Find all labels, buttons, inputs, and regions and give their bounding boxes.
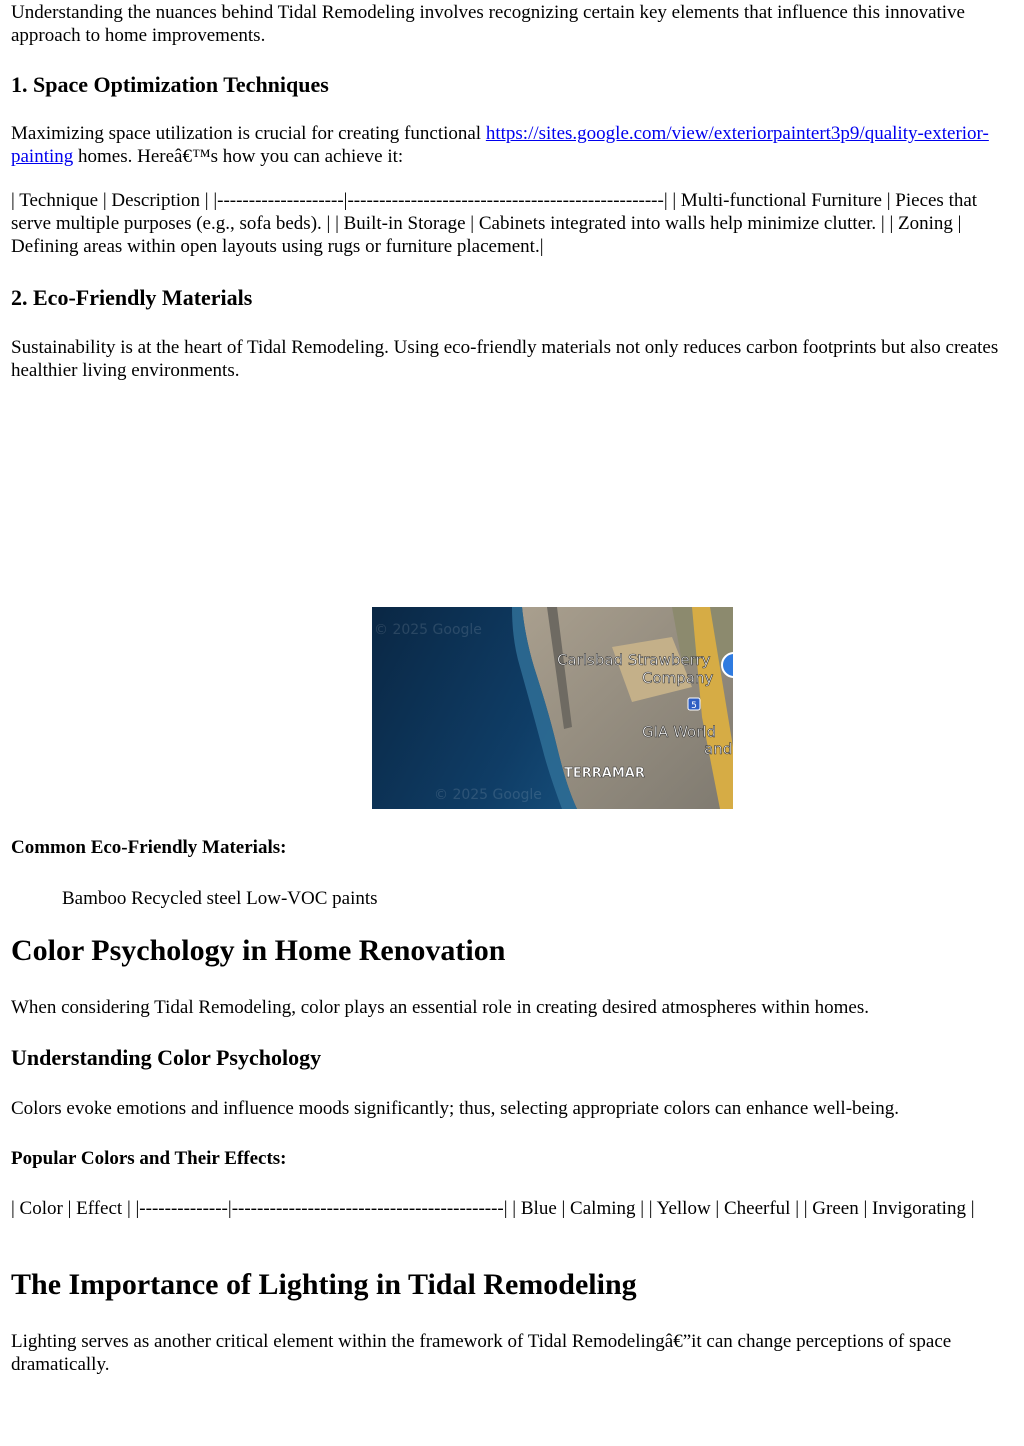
space-optimization-heading: 1. Space Optimization Techniques: [11, 72, 329, 97]
map-label: GIA World: [642, 723, 717, 741]
list-item: Low-VOC paints: [246, 888, 378, 909]
lighting-paragraph: Lighting serves as another critical element within the framework of Tidal Remodelingâ€”it can change perceptions of space dramatically.: [11, 1331, 952, 1375]
materials-list: [62, 887, 378, 910]
map-label: and: [704, 740, 733, 758]
space-paragraph-start: Maximizing space utilization is crucial for creating functional: [11, 123, 486, 144]
map-watermark: © 2025 Google: [434, 787, 542, 803]
satellite-map: [372, 607, 733, 809]
map-image: [372, 607, 733, 809]
lighting-heading: The Importance of Lighting in Tidal Remodeling: [11, 1268, 637, 1301]
eco-friendly-paragraph: Sustainability is at the heart of Tidal Remodeling. Using eco-friendly materials not only reduces carbon footprints but also creates healthier living environments.: [11, 337, 999, 381]
map-label: Company: [642, 669, 714, 687]
list-item: Bamboo: [62, 888, 127, 909]
list-item: Recycled steel: [131, 888, 242, 909]
understanding-color-paragraph: Colors evoke emotions and influence moods significantly; thus, selecting appropriate colors can enhance well-being.: [11, 1098, 899, 1119]
popular-colors-heading: Popular Colors and Their Effects:: [11, 1148, 287, 1169]
color-psychology-heading: Color Psychology in Home Renovation: [11, 934, 506, 967]
exterior-painting-link[interactable]: https://sites.google.com/view/exteriorpaintert3p9/quality-exterior-painting: [11, 123, 989, 167]
map-label: Carlsbad Strawberry: [557, 651, 711, 669]
map-watermark: © 2025 Google: [374, 622, 482, 638]
intro-paragraph: Understanding the nuances behind Tidal Remodeling involves recognizing certain key elements that influence this innovative approach to home improvements.: [11, 2, 965, 46]
map-label: TERRAMAR: [564, 766, 645, 781]
highway-number: 5: [691, 701, 697, 711]
color-psychology-paragraph: When considering Tidal Remodeling, color plays an essential role in creating desired atmospheres within homes.: [11, 997, 869, 1018]
space-paragraph-end: homes. Hereâ€™s how you can achieve it:: [73, 146, 404, 167]
colors-table-text: | Color | Effect | |--------------|-------------------------------------------| | Blue | Calming | | Yellow | Cheerful | | Green | Invigorating |: [11, 1198, 975, 1219]
space-optimization-paragraph: [11, 122, 1011, 168]
techniques-table-text: | Technique | Description | |--------------------|--------------------------------------------------| | Multi-functional Furniture | Pieces that serve multiple purposes (e.g., sofa beds). | | Built-in Storage | Cabinets integrated into walls help minimize clutter. | | Zoning | Defining areas within open layouts using rugs or furniture placement.|: [11, 190, 978, 257]
eco-friendly-heading: 2. Eco-Friendly Materials: [11, 285, 253, 310]
understanding-color-heading: Understanding Color Psychology: [11, 1045, 322, 1070]
materials-heading: Common Eco-Friendly Materials:: [11, 837, 287, 858]
